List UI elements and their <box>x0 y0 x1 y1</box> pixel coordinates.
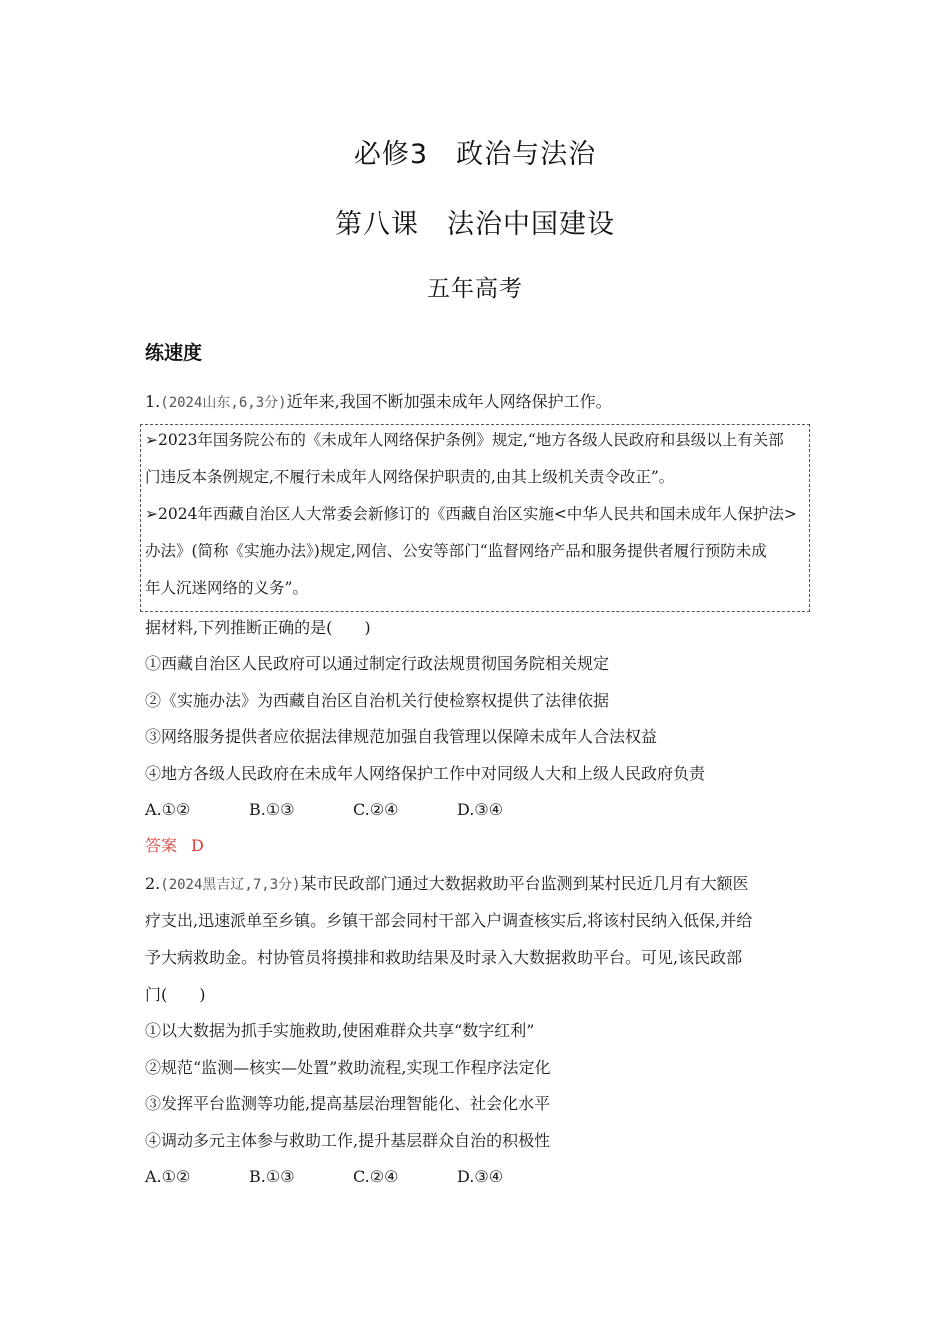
question-1-options <box>145 799 561 821</box>
option-a[interactable]: A.①② <box>145 1167 191 1186</box>
statement-3: ③发挥平台监测等功能,提高基层治理智能化、社会化水平 <box>145 1094 551 1113</box>
question-2-stem <box>145 873 749 896</box>
question-number: 1. <box>145 392 161 411</box>
question-stem-text: 某市民政部门通过大数据救助平台监测到某村民近几月有大额医 <box>300 874 749 893</box>
book-title: 必修3 政治与法治 <box>353 139 597 170</box>
question-2-options <box>145 1166 561 1188</box>
question-1-prompt: 据材料,下列推断正确的是( ) <box>145 618 371 637</box>
material-line: 办法》(简称《实施办法》)规定,网信、公安等部门“监督网络产品和服务提供者履行预防未成 <box>145 542 767 560</box>
answer-value: D <box>191 836 204 855</box>
option-d[interactable]: D.③④ <box>457 1167 504 1186</box>
question-number: 2. <box>145 874 161 893</box>
option-b[interactable]: B.①③ <box>249 1167 295 1186</box>
section-title: 练速度 <box>145 342 203 364</box>
question-stem-text: 近年来,我国不断加强未成年人网络保护工作。 <box>286 392 612 411</box>
statement-4: ④地方各级人民政府在未成年人网络保护工作中对同级人大和上级人民政府负责 <box>145 764 706 783</box>
question-stem-line: 门( ) <box>145 985 206 1004</box>
question-source: (2024黑吉辽,7,3分) <box>160 877 301 893</box>
statement-4: ④调动多元主体参与救助工作,提升基层群众自治的积极性 <box>145 1131 551 1150</box>
material-line: ➢2024年西藏自治区人大常委会新修订的《西藏自治区实施<中华人民共和国未成年人保护法> <box>145 505 797 523</box>
question-stem-line: 予大病救助金。村协管员将摸排和救助结果及时录入大数据救助平台。可见,该民政部 <box>145 948 743 967</box>
answer <box>145 835 204 857</box>
option-b[interactable]: B.①③ <box>249 800 295 819</box>
option-c[interactable]: C.②④ <box>353 1167 399 1186</box>
material-line: ➢2023年国务院公布的《未成年人网络保护条例》规定,“地方各级人民政府和县级以上有关部 <box>145 431 784 449</box>
statement-1: ①以大数据为抓手实施救助,使困难群众共享“数字红利” <box>145 1021 535 1040</box>
lesson-title: 第八课 法治中国建设 <box>335 209 615 240</box>
option-a[interactable]: A.①② <box>145 800 191 819</box>
statement-2: ②规范“监测—核实—处置”救助流程,实现工作程序法定化 <box>145 1058 551 1077</box>
answer-label: 答案 <box>145 836 178 855</box>
option-c[interactable]: C.②④ <box>353 800 399 819</box>
material-line: 年人沉迷网络的义务”。 <box>145 579 308 597</box>
question-source: (2024山东,6,3分) <box>160 395 287 411</box>
question-stem-line: 疗支出,迅速派单至乡镇。乡镇干部会同村干部入户调查核实后,将该村民纳入低保,并给 <box>145 911 753 930</box>
category-title: 五年高考 <box>427 276 523 302</box>
statement-3: ③网络服务提供者应依据法律规范加强自我管理以保障未成年人合法权益 <box>145 727 658 746</box>
material-box <box>140 424 810 612</box>
option-d[interactable]: D.③④ <box>457 800 504 819</box>
statement-1: ①西藏自治区人民政府可以通过制定行政法规贯彻国务院相关规定 <box>145 654 610 673</box>
question-1-stem <box>145 391 612 414</box>
material-line: 门违反本条例规定,不履行未成年人网络保护职责的,由其上级机关责令改正”。 <box>145 468 675 486</box>
statement-2: ②《实施办法》为西藏自治区自治机关行使检察权提供了法律依据 <box>145 691 610 710</box>
